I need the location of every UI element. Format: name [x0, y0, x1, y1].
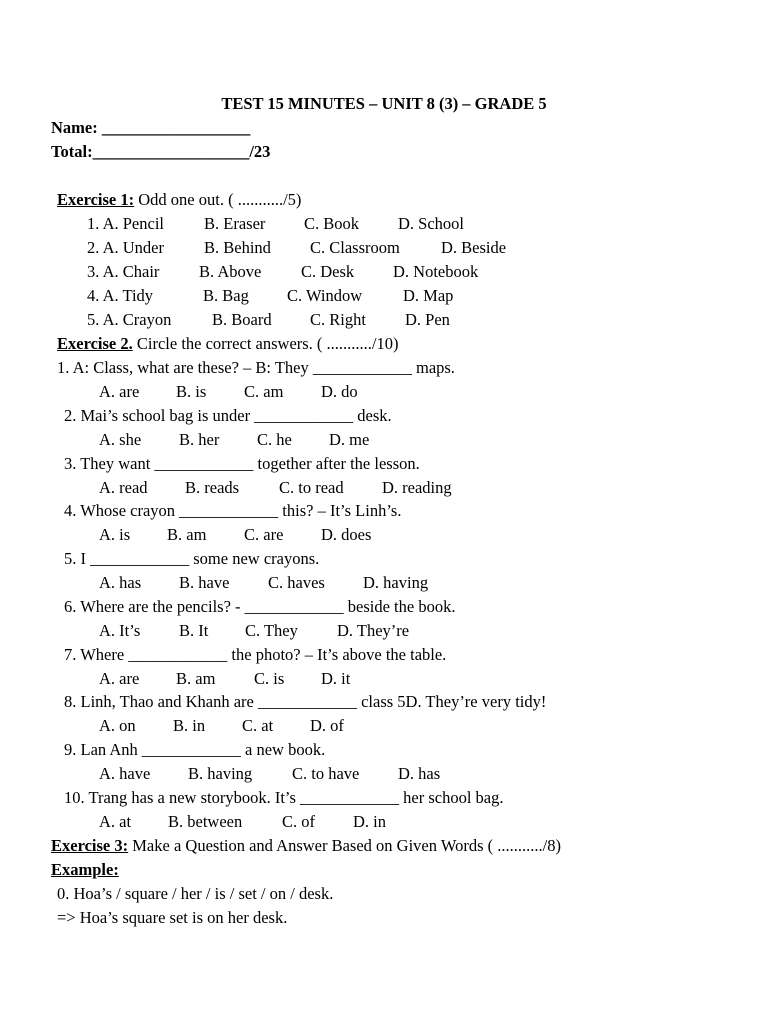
ex1-option-b: B. Above [199, 262, 262, 281]
question-text: 5. I ____________ some new crayons. [64, 549, 320, 568]
answer-option-b: B. is [176, 382, 207, 401]
answer-option-d: D. having [363, 573, 429, 592]
answer-option-d: D. has [398, 764, 441, 783]
answer-option-c: C. to have [292, 764, 360, 783]
answer-option-a: A. are [99, 382, 140, 401]
answer-option-a: A. she [99, 430, 142, 449]
question-text: 9. Lan Anh ____________ a new book. [64, 740, 326, 759]
exercise-3-heading [51, 836, 561, 856]
exercise-1-label: Exercise 1: [57, 190, 135, 209]
answer-option-a: A. It’s [99, 621, 141, 640]
exercise-3-label: Exercise 3: [51, 836, 129, 855]
exercise-2-heading [57, 334, 399, 354]
example-label: Example: [51, 860, 119, 879]
answer-option-a: A. on [99, 716, 136, 735]
ex1-option-c: C. Desk [301, 262, 355, 281]
question-text: 1. A: Class, what are these? – B: They ____________ maps. [57, 358, 455, 377]
answer-option-d: D. it [321, 669, 351, 688]
ex1-option-b: B. Eraser [204, 214, 266, 233]
question-text: 2. Mai’s school bag is under ____________ desk. [64, 406, 392, 425]
answer-option-b: B. her [179, 430, 220, 449]
answer-option-c: C. are [244, 525, 284, 544]
question-text: 10. Trang has a new storybook. It’s ____________ her school bag. [64, 788, 504, 807]
exercise-1-instruction: Odd one out. ( .........../5) [134, 190, 302, 209]
answer-option-b: B. It [179, 621, 209, 640]
answer-option-b: B. am [176, 669, 216, 688]
ex1-option-c: C. Classroom [310, 238, 400, 257]
answer-option-a: A. are [99, 669, 140, 688]
question-text: 8. Linh, Thao and Khanh are ____________ class 5D. They’re very tidy! [64, 692, 547, 711]
answer-option-c: C. at [242, 716, 274, 735]
answer-option-d: D. do [321, 382, 358, 401]
ex1-option-b: B. Bag [203, 286, 249, 305]
answer-option-c: C. of [282, 812, 315, 831]
ex1-option-b: B. Board [212, 310, 272, 329]
ex1-option-d: D. Beside [441, 238, 507, 257]
answer-option-d: D. in [353, 812, 386, 831]
question-text: 3. They want ____________ together after the lesson. [64, 454, 420, 473]
answer-option-c: C. is [254, 669, 285, 688]
name-line: Name: __________________ [51, 118, 251, 137]
question-text: 7. Where ____________ the photo? – It’s above the table. [64, 645, 447, 664]
question-text: 4. Whose crayon ____________ this? – It’s Linh’s. [64, 501, 402, 520]
ex1-option-a: 5. A. Crayon [87, 310, 172, 329]
ex1-option-a: 2. A. Under [87, 238, 164, 257]
answer-option-d: D. of [310, 716, 344, 735]
answer-option-c: C. haves [268, 573, 325, 592]
answer-option-a: A. at [99, 812, 132, 831]
answer-option-b: B. am [167, 525, 207, 544]
answer-option-b: B. reads [185, 478, 240, 497]
ex1-option-d: D. School [398, 214, 464, 233]
answer-option-c: C. to read [279, 478, 344, 497]
ex1-option-d: D. Map [403, 286, 454, 305]
answer-option-b: B. having [188, 764, 253, 783]
answer-option-d: D. They’re [337, 621, 410, 640]
answer-option-c: C. am [244, 382, 284, 401]
answer-option-b: B. in [173, 716, 206, 735]
ex1-option-a: 4. A. Tidy [87, 286, 154, 305]
answer-option-d: D. does [321, 525, 372, 544]
exercise-3-instruction: Make a Question and Answer Based on Given Words ( .........../8) [128, 836, 561, 855]
ex1-option-c: C. Right [310, 310, 366, 329]
page-title: TEST 15 MINUTES – UNIT 8 (3) – GRADE 5 [221, 94, 547, 113]
answer-option-c: C. he [257, 430, 292, 449]
example-prompt: 0. Hoa’s / square / her / is / set / on / desk. [57, 884, 334, 903]
exercise-2-label: Exercise 2. [57, 334, 133, 353]
answer-option-d: D. me [329, 430, 370, 449]
exercise-1-heading [57, 190, 301, 210]
answer-option-a: A. has [99, 573, 142, 592]
ex1-option-c: C. Window [287, 286, 363, 305]
answer-option-d: D. reading [382, 478, 452, 497]
ex1-option-d: D. Pen [405, 310, 450, 329]
answer-option-a: A. read [99, 478, 148, 497]
ex1-option-a: 3. A. Chair [87, 262, 160, 281]
question-text: 6. Where are the pencils? - ____________ beside the book. [64, 597, 456, 616]
answer-option-b: B. have [179, 573, 230, 592]
answer-option-c: C. They [245, 621, 298, 640]
exercise-2-instruction: Circle the correct answers. ( .........../10) [132, 334, 399, 353]
answer-option-a: A. is [99, 525, 131, 544]
ex1-option-d: D. Notebook [393, 262, 479, 281]
ex1-option-a: 1. A. Pencil [87, 214, 164, 233]
ex1-option-c: C. Book [304, 214, 360, 233]
ex1-option-b: B. Behind [204, 238, 271, 257]
answer-option-b: B. between [168, 812, 243, 831]
example-answer: => Hoa’s square set is on her desk. [57, 908, 288, 927]
total-line: Total:___________________/23 [51, 142, 271, 161]
answer-option-a: A. have [99, 764, 151, 783]
